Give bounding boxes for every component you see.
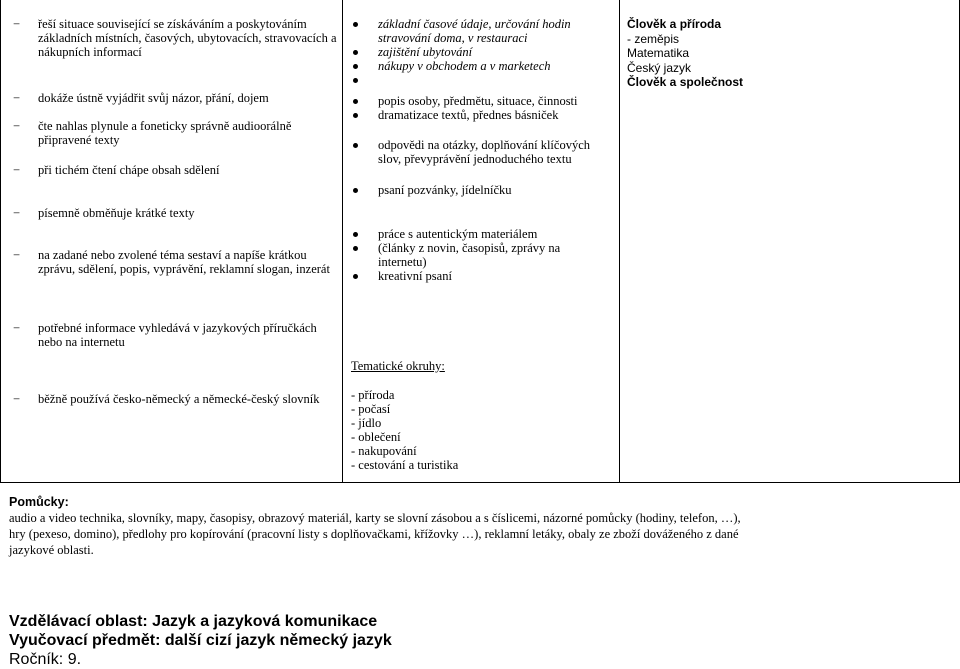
table-divider-2 <box>619 0 620 483</box>
aids-text: hry (pexeso, domino), předlohy pro kopírování (pracovní listy s doplňovačkami, křížovky …), reklamní letáky, obaly ze zboží dováženého z dané <box>9 527 739 541</box>
cross-subject: Český jazyk <box>627 60 692 75</box>
dash-marker: − <box>13 91 21 105</box>
aids-text: jazykové oblasti. <box>9 543 94 557</box>
aids-text: audio a video technika, slovníky, mapy, časopisy, obrazový materiál, karty se slovní zásobou a s číslicemi, názorné pomůcky (hodiny, telefon, …), <box>9 511 741 525</box>
table-divider-1 <box>342 0 343 483</box>
aids-section <box>9 494 954 558</box>
bullet-icon <box>353 64 358 69</box>
cross-subject: - zeměpis <box>627 31 680 46</box>
topic-item: - nakupování <box>351 444 417 458</box>
topic-item: - počasí <box>351 402 391 416</box>
dash-marker: − <box>13 206 21 220</box>
bullet-icon <box>353 78 358 83</box>
dash-marker: − <box>13 119 21 133</box>
dash-marker: − <box>13 248 21 262</box>
dash-marker: − <box>13 17 21 31</box>
bullet-icon <box>353 50 358 55</box>
bullet-icon <box>353 113 358 118</box>
bullet-icon <box>353 274 358 279</box>
topic-item: - příroda <box>351 388 395 402</box>
subject-header <box>9 612 392 669</box>
dash-marker: − <box>13 163 21 177</box>
dash-marker: − <box>13 392 21 406</box>
educational-area-title: Vzdělávací oblast: Jazyk a jazyková komunikace <box>9 613 378 630</box>
topic-item: - jídlo <box>351 416 382 430</box>
topic-item: - cestování a turistika <box>351 458 459 472</box>
dash-marker: − <box>13 321 21 335</box>
bullet-icon <box>353 232 358 237</box>
bullet-icon <box>353 99 358 104</box>
bullet-icon <box>353 143 358 148</box>
bullet-icon <box>353 246 358 251</box>
topics-list <box>351 388 458 472</box>
subject-title: Vyučovací předmět: další cizí jazyk německý jazyk <box>9 632 392 649</box>
table-border-bottom <box>0 482 960 483</box>
cross-curricular-column <box>627 17 743 90</box>
grade-label: Ročník: 9. <box>9 651 82 668</box>
aids-heading: Pomůcky: <box>9 495 69 509</box>
topics-heading: Tematické okruhy: <box>351 359 445 373</box>
bullet-icon <box>353 22 358 27</box>
cross-subject: Matematika <box>627 46 690 60</box>
table-border-left <box>0 0 1 483</box>
cross-subject: Člověk a příroda <box>627 17 722 31</box>
topic-item: - oblečení <box>351 430 401 444</box>
cross-subject: Člověk a společnost <box>627 75 744 89</box>
bullet-icon <box>353 188 358 193</box>
